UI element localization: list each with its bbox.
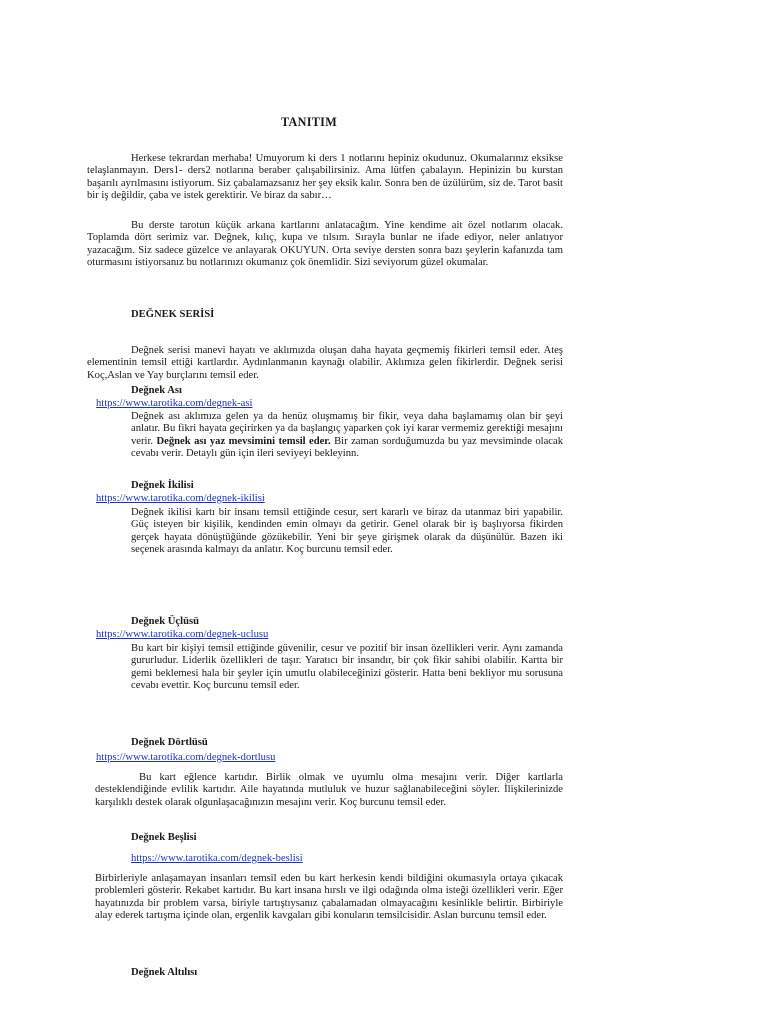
card-text-asi-bold: Değnek ası yaz mevsimini temsil eder. — [156, 435, 331, 447]
card-link-dortlusu[interactable]: https://www.tarotika.com/degnek-dortlusu — [96, 752, 276, 763]
card-text-ikilisi: Değnek ikilisi kartı bir insanı temsil ettiğinde cesur, sert kararlı ve biraz da utanmaz biri yapabilir. Güç isteyen bir kişilik, kendinden emin olmayı da getirir. Genel olarak bir iş başlıyorsa fikirden gerçek hayata dönüştüğünde gözükebilir. Yeni bir şeye girişmek olarak da düşünülür. Bazen iki seçenek arasında kalmayı da anlatır. Koç burcunu temsil eder. — [131, 507, 563, 556]
card-text-beslisi: Birbirleriyle anlaşamayan insanları temsil eden bu kart herkesin kendi bildiğini okumasıyla ortaya çıkacak problemleri gösterir. Rekabet kartıdır. Bu kart insana hırslı ve ilgi odağında olma isteği özellikleri verir. Eğer hayatınızda bir problem varsa, biriyle tartıştıysanız çabalamadan olmayacağını kesinlikle belirtir. Birbiriyle alay ederek tartışma içinde olan, ergenlik kavgaları gibi konuların temsilcisidir. Aslan burcunu temsil eder. — [95, 873, 563, 922]
card-heading-ikilisi: Değnek İkilisi — [131, 480, 194, 491]
card-link-uclusu[interactable]: https://www.tarotika.com/degnek-uclusu — [96, 629, 269, 640]
card-heading-beslisi: Değnek Beşlisi — [131, 832, 197, 843]
series-intro-paragraph: Değnek serisi manevi hayatı ve aklımızda oluşan daha hayata geçmemiş fikirleri temsil eder. Ateş elementinin temsil ettiği kartlardır. Aydınlanmanın kaynağı olabilir. Aklımıza gelen fikirlerdir. Değnek serisi Koç,Aslan ve Yay burçlarını temsil eder. — [87, 345, 563, 381]
card-text-dortlusu: Bu kart eğlence kartıdır. Birlik olmak ve uyumlu olma mesajını verir. Diğer kartlarla desteklendiğinde evlilik kartıdır. Aile hayatında mutluluk ve huzur sağlanabileceğini söyler. İlişkilerinizde karşılıklı destek olarak olgunlaşacağınızın mesajını verir. Koç burcunu temsil eder. — [95, 772, 563, 808]
intro-paragraph-1: Herkese tekrardan merhaba! Umuyorum ki ders 1 notlarını hepiniz okudunuz. Okumalarınız eksikse telaşlanmayın. Ders1- ders2 notlarına beraber çalışabilirsiniz. Ama lütfen çabalayın. Hepinizin bu kurstan başarılı ayrılmasını istiyorum. Siz çabalamazsanız her şey eksik kalır. Sonra ben de üzülürüm, siz de. Tarot basit bir iş değildir, çaba ve istek gerektirir. Ve biraz da sabır… — [87, 153, 563, 202]
card-text-uclusu: Bu kart bir kişiyi temsil ettiğinde güvenilir, cesur ve pozitif bir insan özellikleri verir. Aynı zamanda gururludur. Liderlik özellikleri de taşır. Yaratıcı bir insandır, bir çok fikir sahibi olabilir. Kartta bir gemi beklemesi hala bir şeyler için umutlu olabileceğinizi gösterir. Hatta beni bekliyor mu sorusuna cevabı evettir. Koç burcunu temsil eder. — [131, 643, 563, 692]
card-link-asi[interactable]: https://www.tarotika.com/degnek-asi — [96, 398, 253, 409]
card-link-beslisi[interactable]: https://www.tarotika.com/degnek-beslisi — [131, 853, 303, 864]
card-heading-asi: Değnek Ası — [131, 385, 182, 396]
series-heading: DEĞNEK SERİSİ — [131, 309, 215, 320]
card-heading-dortlusu: Değnek Dörtlüsü — [131, 737, 208, 748]
card-text-asi: Değnek ası aklımıza gelen ya da henüz oluşmamış bir fikir, veya daha başlamamış olan bir şeyi anlatır. Bu fikri hayata geçirirken ya da başlangıç yaparken çok iyi karar vermemiz gerektiği mesajını verir. Değnek ası yaz mevsimini temsil eder. Bir zaman sorduğumuzda bu yaz mevsiminde olacak cevabı verir. Detaylı gün için ileri seviyeyi bekleyinn. — [131, 411, 563, 460]
intro-paragraph-2: Bu derste tarotun küçük arkana kartlarını anlatacağım. Yine kendime ait özel notlarım olacak. Toplamda dört serimiz var. Değnek, kılıç, kupa ve tılsım. Sırayla bunlar ne ifade ediyor, neler anlatıyor yazacağım. Siz sadece güzelce ve anlayarak OKUYUN. Orta seviye dersten sonra bazı şeylerin kafanızda tam oturmasını istiyorsanız bu notlarınızı okumanız çok önemlidir. Sizi seviyorum güzel okumalar. — [87, 220, 563, 269]
card-heading-altilisi: Değnek Altılısı — [131, 967, 198, 978]
card-heading-uclusu: Değnek Üçlüsü — [131, 616, 199, 627]
page-title: TANITIM — [280, 115, 338, 129]
card-link-ikilisi[interactable]: https://www.tarotika.com/degnek-ikilisi — [96, 493, 265, 504]
